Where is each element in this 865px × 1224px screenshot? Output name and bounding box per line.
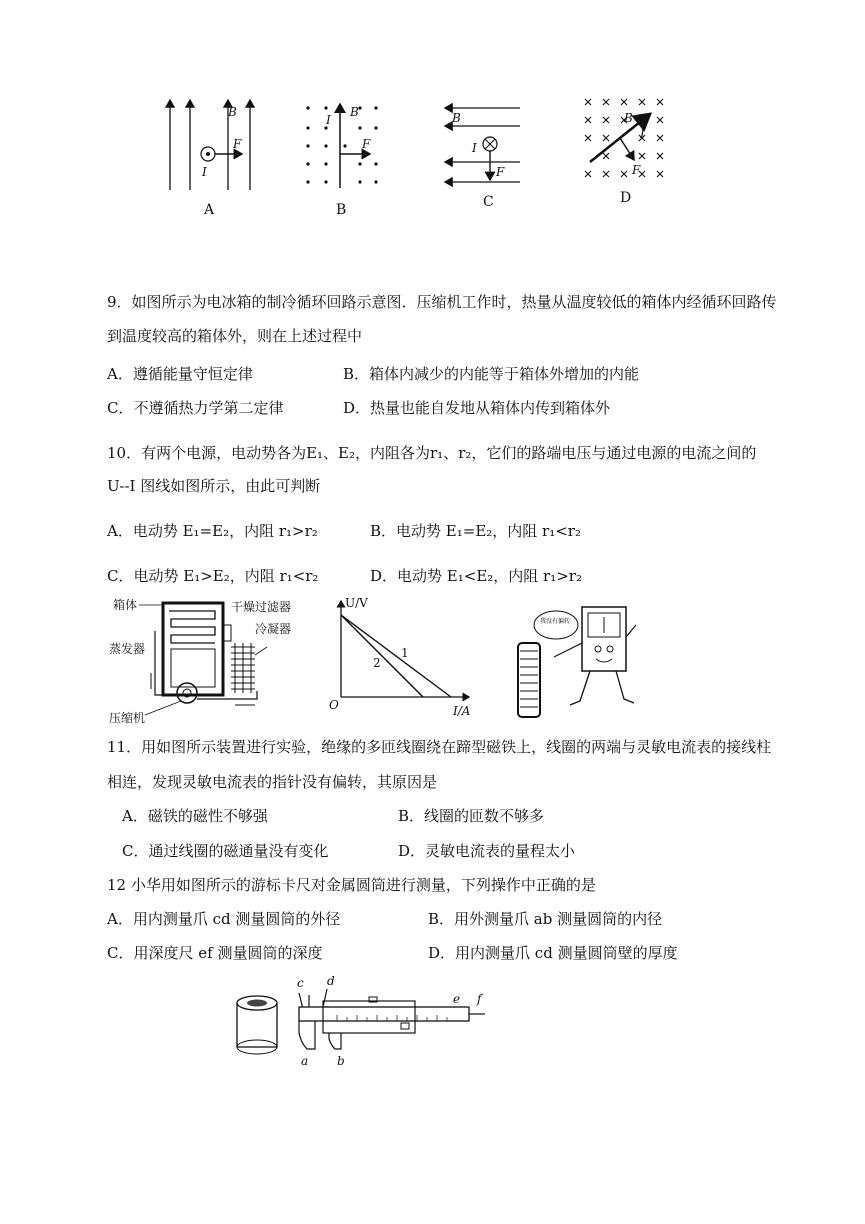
panel-c-i-label: I: [472, 141, 477, 155]
q11-option-d: D．灵敏电流表的量程太小: [398, 842, 576, 860]
fridge-cycle-diagram: [105, 595, 310, 725]
q12-option-a: A．用内测量爪 cd 测量圆筒的外径: [107, 910, 341, 928]
q9-stem-line1: 9．如图所示为电冰箱的制冷循环回路示意图．压缩机工作时，热量从温度较低的箱体内经循环回路传: [107, 293, 777, 311]
line-1-label: 1: [401, 646, 409, 660]
panel-c-label: C: [483, 194, 494, 210]
q10-stem-line1: 10．有两个电源，电动势各为E₁、E₂，内阻各为r₁、r₂，它们的路端电压与通过电源的电流之间的: [107, 444, 757, 462]
q12-stem: 12 小华用如图所示的游标卡尺对金属圆筒进行测量，下列操作中正确的是: [107, 876, 596, 894]
q10-option-a: A．电动势 E₁=E₂，内阻 r₁>r₂: [107, 522, 318, 540]
q10-stem-line2: U--I 图线如图所示，由此可判断: [107, 477, 321, 495]
x-axis-label: I/A: [453, 704, 471, 718]
q11-stem-line2: 相连，发现灵敏电流表的指针没有偏转，其原因是: [107, 773, 438, 791]
caliper-d-label: d: [327, 975, 335, 988]
caliper-f-label: f: [477, 992, 482, 1006]
panel-d: [585, 99, 663, 206]
caliper-c-label: c: [297, 976, 304, 990]
line-2-label: 2: [373, 656, 381, 670]
panel-a: [170, 100, 250, 218]
fridge-condenser-label: 冷凝器: [255, 622, 292, 636]
q11-option-a: A．磁铁的磁性不够强: [122, 807, 268, 825]
q9-stem-line2: 到温度较高的箱体外，则在上述过程中: [107, 327, 363, 345]
panel-d-f-label: F: [632, 163, 641, 177]
caliper-e-label: e: [453, 992, 461, 1006]
fridge-filter-label: 干燥过滤器: [231, 600, 292, 614]
q10-option-b: B．电动势 E₁=E₂，内阻 r₁<r₂: [370, 522, 581, 540]
q10-option-c: C．电动势 E₁>E₂，内阻 r₁<r₂: [107, 567, 319, 585]
vernier-caliper-figure: [225, 975, 495, 1070]
panel-d-i-label: I: [640, 127, 645, 141]
panel-b-i-label: I: [326, 113, 331, 127]
q9-option-d: D．热量也能自发地从箱体内传到箱体外: [343, 399, 611, 417]
panel-b-label: B: [336, 202, 347, 218]
panel-c-b-label: B: [452, 111, 461, 125]
panel-d-label: D: [620, 190, 632, 206]
q12-option-c: C．用深度尺 ef 测量圆筒的深度: [107, 944, 323, 962]
fridge-box-label: 箱体: [113, 598, 138, 612]
magnetic-force-figure: [140, 90, 700, 220]
panel-c-f-label: F: [496, 165, 505, 179]
q11-option-c: C．通过线圈的磁通量没有变化: [122, 842, 329, 860]
u-i-graph: [325, 595, 475, 720]
q9-option-a: A．遵循能量守恒定律: [107, 365, 253, 383]
panel-a-i-label: I: [202, 165, 207, 179]
panel-b: [306, 104, 377, 218]
q11-option-b: B．线圈的匝数不够多: [398, 807, 545, 825]
metal-cylinder: [237, 996, 277, 1054]
speech-bubble-text: 我没有偏转: [540, 618, 571, 625]
line-1: [341, 615, 451, 697]
q12-option-d: D．用内测量爪 cd 测量圆筒壁的厚度: [428, 944, 678, 962]
fridge-evaporator-label: 蒸发器: [109, 642, 146, 656]
q12-option-b: B．用外测量爪 ab 测量圆筒的内径: [428, 910, 663, 928]
q9-option-c: C．不遵循热力学第二定律: [107, 399, 284, 417]
panel-a-f-label: F: [233, 137, 242, 151]
origin-label: O: [329, 698, 339, 712]
y-axis-label: U/V: [345, 596, 368, 610]
caliper: [297, 975, 485, 1068]
panel-b-b-label: B: [350, 105, 359, 119]
panel-d-b-label: B: [624, 111, 633, 125]
q10-option-d: D．电动势 E₁<E₂，内阻 r₁>r₂: [370, 567, 582, 585]
line-2: [341, 615, 423, 697]
q9-option-b: B．箱体内减少的内能等于箱体外增加的内能: [343, 365, 640, 383]
fridge-compressor-label: 压缩机: [109, 711, 146, 725]
galvanometer-cartoon: [512, 597, 647, 725]
panel-a-b-label: B: [228, 105, 237, 119]
panel-b-f-label: F: [362, 137, 371, 151]
caliper-b-label: b: [337, 1054, 345, 1068]
caliper-a-label: a: [301, 1054, 309, 1068]
q11-stem-line1: 11．用如图所示装置进行实验，绝缘的多匝线圈绕在蹄型磁铁上，线圈的两端与灵敏电流表的接线柱: [107, 738, 772, 756]
panel-c: [445, 108, 520, 210]
panel-a-label: A: [204, 202, 215, 218]
